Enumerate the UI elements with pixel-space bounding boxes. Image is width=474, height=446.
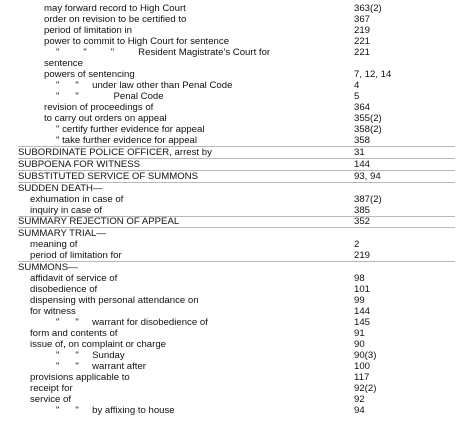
index-heading-row — [0, 147, 474, 158]
page-reference: 144 — [354, 159, 371, 170]
page-reference: 219 — [354, 25, 371, 36]
page-reference: 352 — [354, 216, 371, 227]
page-reference: 91 — [354, 328, 365, 339]
index-entry-text: " certify further evidence for appeal — [56, 124, 205, 135]
index-entry-text: " " under law other than Penal Code — [56, 80, 233, 91]
index-heading: SUDDEN DEATH— — [18, 183, 103, 194]
index-entry-row — [0, 405, 474, 416]
page-reference: 367 — [354, 14, 371, 25]
index-entry-text: period of limitation in — [44, 25, 132, 36]
index-heading-row — [0, 183, 474, 194]
page-reference: 92(2) — [354, 383, 377, 394]
index-entry-row — [0, 273, 474, 284]
page-reference: 221 — [354, 47, 371, 58]
index-entry-text: power to commit to High Court for sentence — [44, 36, 230, 47]
index-entry-row — [0, 80, 474, 91]
index-entry-text: service of — [30, 394, 72, 405]
index-entry-row — [0, 69, 474, 80]
index-heading: SUMMONS— — [18, 262, 78, 273]
page-reference: 221 — [354, 36, 371, 47]
index-entry-row — [0, 113, 474, 124]
page-reference: 101 — [354, 284, 371, 295]
index-heading-row — [0, 216, 474, 227]
index-heading-row — [0, 228, 474, 239]
index-heading-row — [0, 171, 474, 182]
index-entry-row — [0, 58, 474, 69]
page-reference: 144 — [354, 306, 371, 317]
page-reference: 219 — [354, 250, 371, 261]
page-reference: 7, 12, 14 — [354, 69, 392, 80]
index-entry-text: " " " Resident Magistrate's Court for — [56, 47, 271, 58]
index-entry-row — [0, 306, 474, 317]
page-reference: 117 — [354, 372, 370, 383]
index-entry-text: meaning of — [30, 239, 78, 250]
index-entry-row — [0, 36, 474, 47]
index-heading: SUBORDINATE POLICE OFFICER, arrest by — [18, 147, 212, 158]
index-heading: SUMMARY REJECTION OF APPEAL — [18, 216, 180, 227]
index-entry-row — [0, 102, 474, 113]
index-entry-row — [0, 350, 474, 361]
index-entry-row — [0, 194, 474, 205]
page-reference: 387(2) — [354, 194, 382, 205]
index-heading: SUBSTITUTED SERVICE OF SUMMONS — [18, 171, 198, 182]
index-entry-text: revision of proceedings of — [44, 102, 154, 113]
index-entry-row — [0, 339, 474, 350]
page-reference: 99 — [354, 295, 365, 306]
page-reference: 4 — [354, 80, 360, 91]
index-entry-row — [0, 250, 474, 261]
index-entry-text: may forward record to High Court — [44, 3, 186, 14]
index-entry-row — [0, 284, 474, 295]
index-entry-text: period of limitation for — [30, 250, 122, 261]
index-entry-text: disobedience of — [30, 284, 98, 295]
page-reference: 92 — [354, 394, 365, 405]
index-entry-row — [0, 372, 474, 383]
index-entry-text: for witness — [30, 306, 76, 317]
page-reference: 358(2) — [354, 124, 382, 135]
index-entry-text: to carry out orders on appeal — [44, 113, 167, 124]
index-entry-text: " " by affixing to house — [56, 405, 175, 416]
index-entry-text: provisions applicable to — [30, 372, 130, 383]
page-reference: 100 — [354, 361, 371, 372]
page-reference: 98 — [354, 273, 365, 284]
index-entry-text: " " Penal Code — [56, 91, 164, 102]
page-reference: 385 — [354, 205, 371, 216]
index-heading: SUBPOENA FOR WITNESS — [18, 159, 141, 170]
page-reference: 358 — [354, 135, 371, 146]
index-entry-text: exhumation in case of — [30, 194, 124, 205]
index-entry-row — [0, 14, 474, 25]
page-reference: 364 — [354, 102, 371, 113]
index-entry-row — [0, 328, 474, 339]
index-entry-text: sentence — [44, 58, 83, 69]
index-entry-text: affidavit of service of — [30, 273, 118, 284]
page-reference: 90(3) — [354, 350, 377, 361]
page-reference: 145 — [354, 317, 371, 328]
index-entry-text: order on revision to be certified to — [44, 14, 187, 25]
index-entry-row — [0, 91, 474, 102]
index-entry-row — [0, 394, 474, 405]
index-heading-row — [0, 159, 474, 170]
index-entry-row — [0, 135, 474, 146]
page-reference: 355(2) — [354, 113, 382, 124]
page-reference: 93, 94 — [354, 171, 381, 182]
page-reference: 90 — [354, 339, 365, 350]
index-entry-text: dispensing with personal attendance on — [30, 295, 199, 306]
index-entry-row — [0, 47, 474, 58]
index-entry-text: " " Sunday — [56, 350, 125, 361]
index-entry-text: inquiry in case of — [30, 205, 102, 216]
index-entry-row — [0, 383, 474, 394]
index-entry-row — [0, 3, 474, 14]
index-entry-text: receipt for — [30, 383, 73, 394]
page-reference: 5 — [354, 91, 360, 102]
index-entry-text: issue of, on complaint or charge — [30, 339, 166, 350]
index-entry-row — [0, 239, 474, 250]
page-reference: 363(2) — [354, 3, 382, 14]
page-reference: 31 — [354, 147, 365, 158]
index-entry-text: " " warrant after — [56, 361, 146, 372]
index-entry-text: " take further evidence for appeal — [56, 135, 198, 146]
page-reference: 94 — [354, 405, 365, 416]
page-reference: 2 — [354, 239, 360, 250]
index-entry-row — [0, 317, 474, 328]
index-entry-row — [0, 205, 474, 216]
index-entry-text: " " warrant for disobedience of — [56, 317, 208, 328]
index-entry-text: form and contents of — [30, 328, 118, 339]
index-entry-row — [0, 295, 474, 306]
index-heading-row — [0, 262, 474, 273]
index-heading: SUMMARY TRIAL— — [18, 228, 106, 239]
index-entry-row — [0, 124, 474, 135]
index-entry-row — [0, 361, 474, 372]
index-entry-row — [0, 25, 474, 36]
index-entry-text: powers of sentencing — [44, 69, 135, 80]
